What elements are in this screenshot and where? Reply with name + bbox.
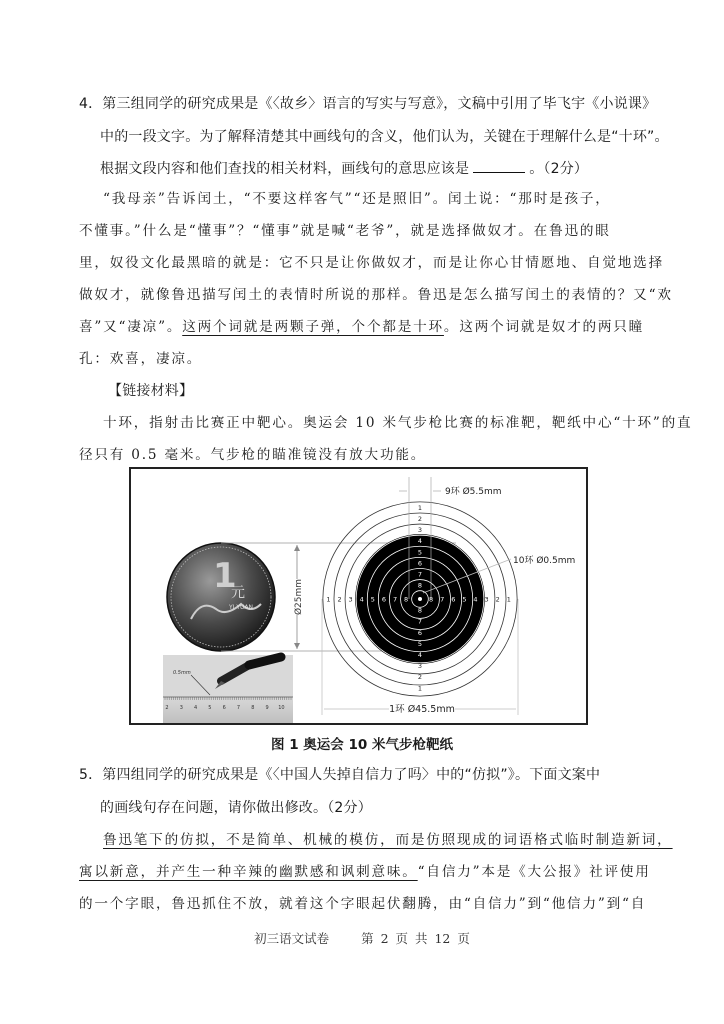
ring-number: 8 [429, 595, 434, 604]
ruler-pen-photo [163, 655, 293, 723]
coin-image [167, 543, 275, 651]
passage-line-5-post: 。这两个词就是奴才的两只瞳 [443, 319, 645, 335]
ring-number: 6 [451, 595, 456, 604]
ring-number: 2 [417, 515, 423, 524]
q5-passage-line-2 [79, 860, 651, 880]
target-rings [323, 502, 517, 696]
ring-number: 2 [417, 673, 423, 682]
q5-underlined-sentence-1: 鲁迅笔下的仿拟，不是简单、机械的模仿，而是仿照现成的词语格式临时制造新词， [103, 832, 673, 848]
ring-number: 6 [381, 595, 386, 604]
ruler-number: 9 [265, 705, 269, 711]
q4-stem-line-3 [100, 158, 588, 178]
ruler-number: 10 [278, 705, 285, 711]
ring-number: 5 [462, 595, 467, 604]
answer-blank[interactable] [473, 160, 525, 173]
ruler-number: 2 [165, 705, 169, 711]
ring-number: 1 [417, 684, 423, 693]
ring-number: 7 [392, 595, 398, 604]
passage-line-4: 做奴才，就像鲁迅描写闰土的表情时所说的那样。鲁迅是怎么描写闰土的表情的？又“欢 [79, 287, 673, 303]
ruler-number: 5 [208, 705, 212, 711]
ring-number: 8 [417, 581, 423, 590]
ring-number: 4 [473, 595, 478, 604]
ruler-number: 6 [222, 705, 226, 711]
q4-stem-line-1: 4．第三组同学的研究成果是《〈故乡〉语言的写实与写意》，文稿中引用了毕飞宇《小说课》 [79, 96, 657, 112]
ring-number: 3 [417, 662, 423, 671]
ring-number: 3 [348, 595, 353, 604]
ring-number: 2 [337, 595, 342, 604]
exam-name: 初三语文试卷 [254, 931, 330, 946]
ring-number: 1 [417, 503, 423, 512]
ring-number: 5 [370, 595, 375, 604]
ring1-label: 1环 Ø45.5mm [389, 704, 455, 715]
ring-number: 4 [417, 537, 423, 546]
passage-line-6: 孔：欢喜，凄凉。 [79, 351, 203, 367]
pen-tip-label: 0.5mm [173, 670, 191, 676]
q5-passage-line-2-post: “自信力”本是《大公报》社评使用 [417, 864, 651, 880]
q5-passage-line-1 [103, 828, 673, 848]
q5-passage-line-3: 的一个字眼，鲁迅抓住不放，就着这个字眼起伏翻腾，由“自信力”到“他信力”到“自 [79, 896, 647, 912]
target-figure [129, 467, 588, 725]
ring-number: 3 [484, 595, 489, 604]
page-footer [0, 929, 724, 947]
link-material-heading: 【链接材料】 [108, 383, 194, 399]
underlined-sentence: 这两个词就是两颗子弹，个个都是十环 [182, 319, 444, 335]
passage-line-3: 里，奴役文化最黑暗的就是：它不只是让你做奴才，而是让你心甘情愿地、自觉地选择 [79, 255, 664, 271]
passage-line-5-pre: 喜”又“凄凉”。 [79, 319, 183, 335]
ten-ring-center [418, 597, 422, 601]
ruler-number: 7 [236, 705, 241, 711]
ring-number: 8 [404, 595, 409, 604]
ring-number: 3 [417, 526, 423, 535]
ring-number: 2 [495, 595, 500, 604]
passage-line-1: “我母亲”告诉闰土，“不要这样客气”“还是照旧”。闰土说：“那时是孩子， [103, 191, 611, 207]
ring-number: 6 [417, 559, 423, 568]
ring-number: 1 [326, 595, 331, 604]
q5-stem-line-2: 的画线句存在问题，请你做出修改。（2分） [100, 800, 372, 816]
ring10-label: 10环 Ø0.5mm [513, 556, 576, 566]
ruler-number: 4 [194, 705, 198, 711]
passage-line-2: 不懂事。”什么是“懂事”？“懂事”就是喊“老爷”，就是选择做奴才。在鲁迅的眼 [79, 223, 611, 239]
page-number: 第 2 页 共 12 页 [361, 931, 470, 946]
ring-number: 7 [417, 570, 423, 579]
ring9-label: 9环 Ø5.5mm [445, 487, 502, 497]
ruler-number: 3 [179, 705, 183, 711]
q4-stem-line-2: 中的一段文字。为了解释清楚其中画线句的含义，他们认为，关键在于理解什么是“十环”。 [100, 129, 669, 145]
q4-points: 。（2分） [529, 161, 589, 177]
passage-line-5 [79, 315, 644, 335]
coin-unit: 元 [231, 585, 245, 601]
target-diagram [131, 469, 586, 723]
ring-number: 8 [417, 606, 423, 615]
link-material-line-2: 径只有 0.5 毫米。气步枪的瞄准镜没有放大功能。 [79, 447, 427, 463]
link-material-line-1: 十环，指射击比赛正中靶心。奥运会 10 米气步枪比赛的标准靶，靶纸中心“十环”的直 [103, 415, 693, 431]
q4-stem-line-3-text: 根据文段内容和他们查找的相关材料，画线句的意思应该是 [100, 161, 470, 177]
ring-number: 7 [417, 617, 423, 626]
ring-number: 4 [359, 595, 364, 604]
coin-text: YI YUAN [229, 604, 253, 611]
ring-number: 6 [417, 628, 423, 637]
coin-value: 1 [213, 556, 237, 596]
ring-number: 1 [506, 595, 511, 604]
ruler-number: 8 [251, 705, 255, 711]
q5-underlined-sentence-2: 寓以新意，并产生一种辛辣的幽默感和讽刺意味。 [79, 864, 418, 880]
ring-number: 7 [440, 595, 445, 604]
ring-number: 5 [417, 548, 423, 557]
ring-number: 5 [417, 639, 423, 648]
q5-stem-line-1: 5．第四组同学的研究成果是《〈中国人失掉自信力了吗〉中的“仿拟”》。下面文案中 [79, 767, 601, 783]
ring-number: 4 [417, 651, 423, 659]
figure-caption: 图 1 奥运会 10 米气步枪靶纸 [271, 737, 453, 753]
coin-diameter-label: Ø25mm [294, 578, 304, 616]
